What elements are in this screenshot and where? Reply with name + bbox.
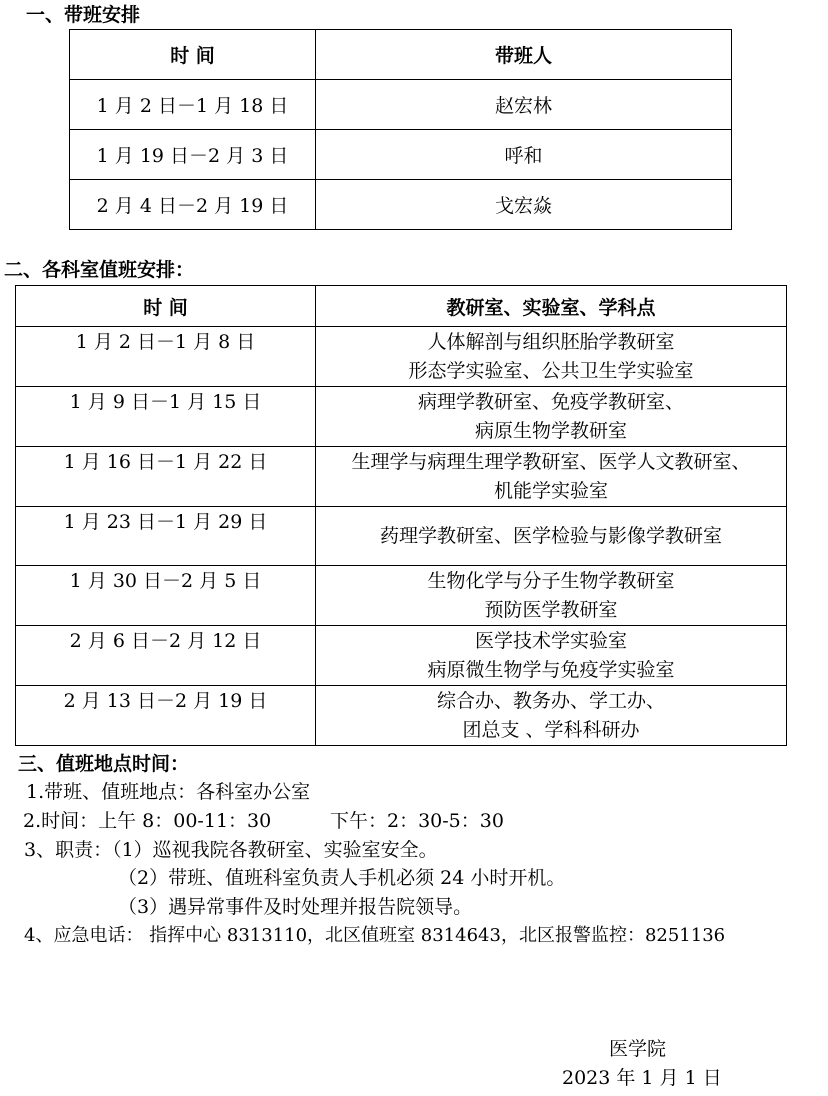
emergency-phone-line: 4、应急电话： 指挥中心 8313110，北区值班室 8314643，北区报警监控：8251136 xyxy=(24,925,726,946)
cell-departments xyxy=(316,507,787,566)
header-departments: 教研室、实验室、学科点 xyxy=(316,286,787,327)
cell-leader: 呼和 xyxy=(316,130,732,180)
duty-line-2: （2）带班、值班科室负责人手机必须 24 小时开机。 xyxy=(118,867,566,889)
header-leader: 带班人 xyxy=(316,30,732,80)
header-time: 时 间 xyxy=(70,30,316,80)
table-row xyxy=(16,327,787,387)
dept-line-2: 机能学实验室 xyxy=(493,480,608,502)
table-row xyxy=(70,180,732,230)
dept-line-2: 预防医学教研室 xyxy=(484,599,618,621)
cell-time: 1 月 19 日－2 月 3 日 xyxy=(70,130,316,180)
dept-line-1: 人体解剖与组织胚胎学教研室 xyxy=(427,331,675,353)
time-line: 2.时间：上午 8：00-11：30 xyxy=(23,810,272,832)
cell-time: 1 月 23 日－1 月 29 日 xyxy=(16,507,316,566)
cell-time: 1 月 9 日－1 月 15 日 xyxy=(16,387,316,447)
table-row xyxy=(16,447,787,507)
cell-departments xyxy=(316,387,787,447)
cell-departments xyxy=(316,686,787,746)
cell-time: 2 月 13 日－2 月 19 日 xyxy=(16,686,316,746)
dept-line-1: 生理学与病理生理学教研室、医学人文教研室、 xyxy=(351,451,751,473)
table-header-row xyxy=(16,286,787,327)
table-row xyxy=(16,507,787,566)
table-row xyxy=(70,130,732,180)
dept-line-1: 病理学教研室、免疫学教研室、 xyxy=(417,391,684,413)
dept-line-2: 病原微生物学与免疫学实验室 xyxy=(427,659,675,681)
dept-line-1: 药理学教研室、医学检验与影像学教研室 xyxy=(379,525,722,547)
cell-departments xyxy=(316,566,787,626)
signature-org: 医学院 xyxy=(609,1038,667,1060)
cell-time: 1 月 2 日－1 月 8 日 xyxy=(16,327,316,387)
location-line: 1.带班、值班地点：各科室办公室 xyxy=(26,781,311,803)
duty-line-1: 3、职责：（1）巡视我院各教研室、实验室安全。 xyxy=(24,839,438,861)
header-time: 时 间 xyxy=(16,286,316,327)
table-row xyxy=(16,686,787,746)
cell-time: 1 月 30 日－2 月 5 日 xyxy=(16,566,316,626)
section2-title: 二、各科室值班安排： xyxy=(4,259,195,281)
signature-date: 2023 年 1 月 1 日 xyxy=(562,1067,722,1089)
cell-time: 1 月 2 日－1 月 18 日 xyxy=(70,80,316,130)
table-row xyxy=(70,80,732,130)
section3-title: 三、值班地点时间： xyxy=(18,753,190,775)
table-row xyxy=(16,387,787,447)
cell-leader: 戈宏焱 xyxy=(316,180,732,230)
dept-line-1: 医学技术学实验室 xyxy=(474,630,627,652)
dept-line-1: 综合办、教务办、学工办、 xyxy=(436,690,665,712)
leader-schedule-table xyxy=(69,29,732,230)
cell-departments xyxy=(316,447,787,507)
dept-line-2: 形态学实验室、公共卫生学实验室 xyxy=(408,360,694,382)
section1-title: 一、带班安排 xyxy=(26,4,141,26)
cell-time: 2 月 4 日－2 月 19 日 xyxy=(70,180,316,230)
dept-line-1: 生物化学与分子生物学教研室 xyxy=(427,570,675,592)
table-header-row xyxy=(70,30,732,80)
table-row xyxy=(16,566,787,626)
dept-line-2: 团总支 、学科科研办 xyxy=(462,719,640,741)
cell-departments xyxy=(316,626,787,686)
table-row xyxy=(16,626,787,686)
dept-line-2: 病原生物学教研室 xyxy=(474,420,627,442)
cell-departments xyxy=(316,327,787,387)
time-afternoon: 下午：2：30-5：30 xyxy=(330,810,504,832)
department-duty-table xyxy=(15,285,787,746)
cell-leader: 赵宏林 xyxy=(316,80,732,130)
cell-time: 2 月 6 日－2 月 12 日 xyxy=(16,626,316,686)
cell-time: 1 月 16 日－1 月 22 日 xyxy=(16,447,316,507)
duty-line-3: （3）遇异常事件及时处理并报告院领导。 xyxy=(118,896,473,918)
